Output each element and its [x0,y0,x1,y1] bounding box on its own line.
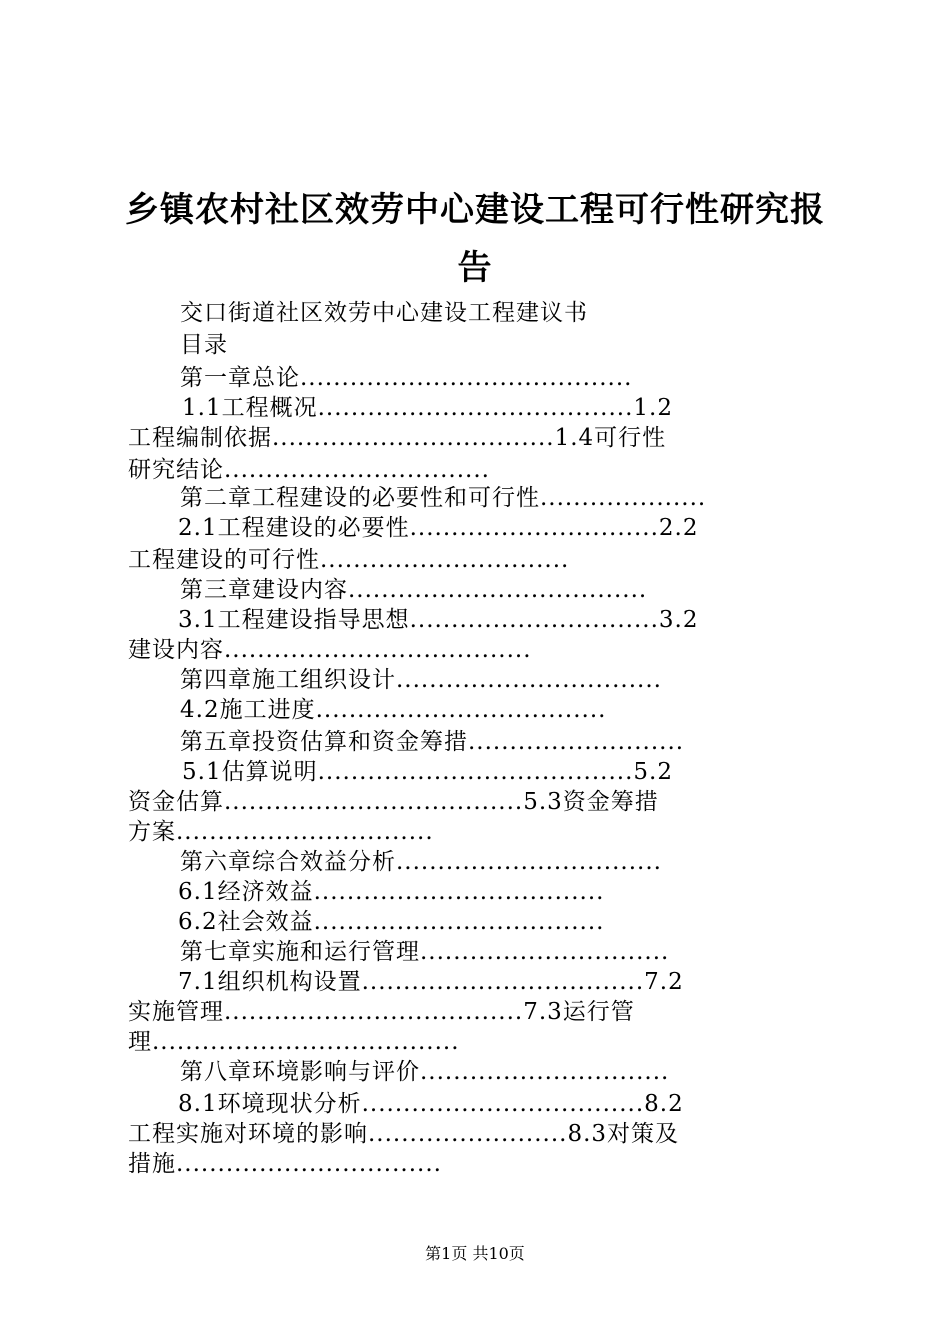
document-subtitle: 交口街道社区效劳中心建设工程建议书 [180,300,588,326]
toc-line: 4.2施工进度................................... [180,697,607,723]
document-title-line-1: 乡镇农村社区效劳中心建设工程可行性研究报 [125,190,825,230]
toc-line: 方案............................... [128,819,434,845]
toc-line: 6.2社会效益................................... [178,909,605,935]
toc-line: 第四章施工组织设计................................ [180,667,662,693]
toc-line: 第三章建设内容.................................... [180,577,648,603]
toc-line: 措施................................ [128,1151,442,1177]
toc-line: 6.1经济效益................................... [178,879,605,905]
toc-line: 1.1工程概况......................................1.2 [182,395,673,421]
toc-line: 第六章综合效益分析................................ [180,849,662,875]
toc-line: 5.1估算说明......................................5.2 [182,759,673,785]
toc-line: 研究结论................................ [128,457,490,483]
toc-line: 资金估算....................................5.3资金筹措 [128,789,659,815]
toc-line: 第一章总论........................................ [180,365,633,391]
toc-line: 第七章实施和运行管理.............................. [180,939,670,965]
toc-heading: 目录 [180,332,228,358]
toc-line: 第五章投资估算和资金筹措.......................... [180,729,685,755]
toc-line: 8.1环境现状分析..................................8.2 [178,1091,684,1117]
toc-line: 3.1工程建设指导思想..............................3.2 [178,607,699,633]
document-title-line-2: 告 [457,248,493,288]
toc-line: 工程编制依据..................................1.4可行性 [128,425,667,451]
toc-line: 实施管理....................................7.3运行管 [128,999,635,1025]
toc-line: 第八章环境影响与评价.............................. [180,1059,670,1085]
toc-line: 7.1组织机构设置..................................7.2 [178,969,684,995]
page-footer: 第1页 共10页 [425,1244,525,1263]
toc-line: 工程实施对环境的影响........................8.3对策及 [128,1121,680,1147]
toc-line: 理..................................... [128,1029,460,1055]
toc-line: 2.1工程建设的必要性..............................2.2 [178,515,699,541]
toc-line: 建设内容..................................... [128,637,532,663]
toc-line: 第二章工程建设的必要性和可行性.................... [180,485,707,511]
toc-line: 工程建设的可行性.............................. [128,547,570,573]
